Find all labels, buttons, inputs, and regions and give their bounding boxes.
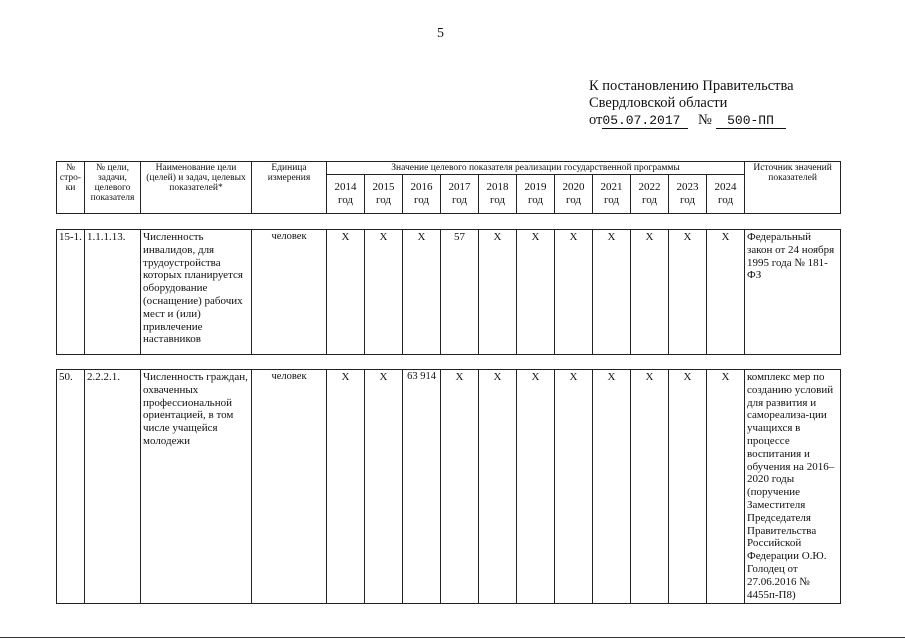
value-2015: X [365,230,403,355]
decree-line-1: К постановлению Правительства [589,78,794,94]
decree-from: от [589,112,603,128]
page-bottom-edge [0,637,905,638]
value-2023: X [669,230,707,355]
value-2016: 63 914 [403,370,441,604]
value-2019: X [517,230,555,355]
decree-line-3 [589,112,794,129]
header-year-2021: 2021 год [593,175,631,214]
decree-reference [589,78,794,129]
goal-name: Численность граждан, охваченных профессиональной ориентацией, в том числе учащейся молодежи [141,370,252,604]
header-goal-name: Наименование цели (целей) и задач, целевых показателей* [141,162,252,214]
header-year-2022: 2022 год [631,175,669,214]
row-number: 50. [57,370,85,604]
header-year-2020: 2020 год [555,175,593,214]
table-row [56,229,841,355]
decree-date: 05.07.2017 [602,114,688,129]
value-2017: 57 [441,230,479,355]
header-year-2014: 2014 год [327,175,365,214]
header-year-2024: 2024 год [707,175,745,214]
goal-code: 1.1.1.13. [85,230,141,355]
header-year-2016: 2016 год [403,175,441,214]
value-2014: X [327,230,365,355]
source: комплекс мер по созданию условий для развития и самореализа-ции учащихся в процессе воспитания и обучения на 2016–2020 годы (поручение Заместителя Председателя Правительства Российской Федерации О.Ю. Голодец от 27.06.2016 № 4455п-П8) [745,370,841,604]
source: Федеральный закон от 24 ноября 1995 года № 181-ФЗ [745,230,841,355]
header-year-2015: 2015 год [365,175,403,214]
unit: человек [252,230,327,355]
goal-name: Численность инвалидов, для трудоустройства которых планируется оборудование (оснащение) рабочих мест и (или) привлечение наставников [141,230,252,355]
value-2021: X [593,370,631,604]
value-2014: X [327,370,365,604]
header-row-number: № стро-ки [57,162,85,214]
header-year-2018: 2018 год [479,175,517,214]
page-number: 5 [437,26,444,41]
value-2024: X [707,370,745,604]
value-2022: X [631,370,669,604]
header-goal-number: № цели, задачи, целевого показателя [85,162,141,214]
value-2024: X [707,230,745,355]
decree-no-sign: № [698,112,712,128]
value-2023: X [669,370,707,604]
value-2020: X [555,370,593,604]
decree-number: 500-ПП [716,114,786,129]
value-2019: X [517,370,555,604]
goal-code: 2.2.2.1. [85,370,141,604]
header-year-2019: 2019 год [517,175,555,214]
value-2016: X [403,230,441,355]
value-2022: X [631,230,669,355]
value-2015: X [365,370,403,604]
decree-line-2: Свердловской области [589,95,728,111]
row-number: 15-1. [57,230,85,355]
header-unit: Единица измерения [252,162,327,214]
table-row [56,369,841,604]
value-2017: X [441,370,479,604]
header-values: Значение целевого показателя реализации государственной программы [327,162,745,175]
value-2021: X [593,230,631,355]
indicator-table-header [56,161,841,214]
unit: человек [252,370,327,604]
header-year-2023: 2023 год [669,175,707,214]
value-2018: X [479,370,517,604]
header-year-2017: 2017 год [441,175,479,214]
value-2020: X [555,230,593,355]
value-2018: X [479,230,517,355]
header-source: Источник значений показателей [745,162,841,214]
